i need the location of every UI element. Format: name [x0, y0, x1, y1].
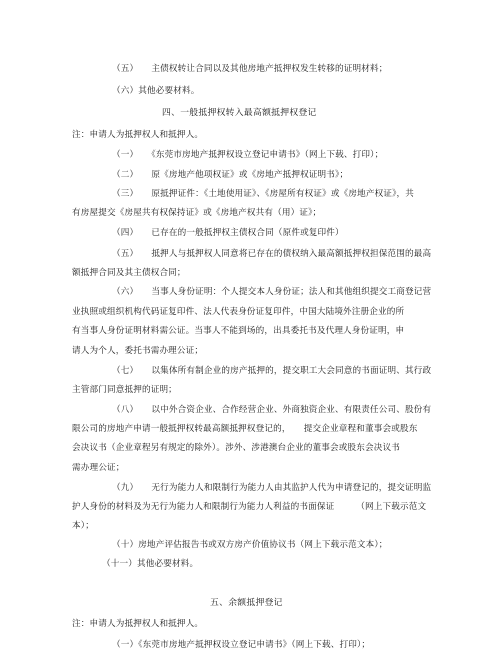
section-4-item-9-cont-1: 护人身份的材料及为无行为能力人和限制行为能力人利益的书面保证 （网上下载示范文 [72, 502, 427, 512]
section-4-item-10: （十）房地产评估报告书或双方房产价值协议书（网上下载示范文本）； [112, 540, 388, 550]
section-5-note: 注：申请人为抵押权人和抵押人。 [72, 619, 204, 629]
section-4-item-7: （七） 以集体所有制企业的房产抵押的，提交职工大会同意的书面证明、其行政 [112, 366, 432, 376]
section-4-item-3: （三） 原抵押证件：《土地使用证》、《房屋所有权证》或《房地产权证》，共 [112, 189, 415, 199]
section-5-heading: 五、余额抵押登记 [210, 598, 283, 608]
section-4-item-11: （十一）其他必要材料。 [102, 559, 199, 569]
section-4-item-5-cont: 额抵押合同及其主债权合同； [72, 268, 186, 278]
section-4-item-8: （八） 以中外合资企业、合作经营企业、外商独资企业、有限责任公司、股份有 [112, 405, 432, 415]
section-4-item-1: （一） 《东莞市房地产抵押权设立登记申请书》（网上下载、打印）； [112, 150, 384, 160]
section-5-item-1: （一）《东莞市房地产抵押权设立登记申请书》（网上下载、打印）； [112, 640, 371, 650]
section-4-item-8-cont-2: 会决议书（企业章程另有规定的除外）。涉外、涉港澳台企业的董事会或股东会决议书 [72, 443, 400, 453]
section-4-item-3-cont: 有房屋提交《房屋共有权保持证》或《房地产权共有（用）证》； [72, 208, 322, 218]
section-4-item-6-cont-1: 业执照或组织机构代码证复印件、法人代表身份证复印件，中国大陆境外注册企业的所 [72, 307, 405, 317]
section-4-item-7-cont: 主管部门同意抵押的证明； [72, 385, 177, 395]
section-4-item-8-cont-3: 需办理公证； [72, 463, 125, 473]
section-4-item-9-cont-2: 本）； [72, 521, 94, 531]
item-5-transfer-materials: （五） 主债权转让合同以及其他房地产抵押权发生转移的证明材料； [112, 64, 388, 74]
section-4-item-2: （二） 原《房地产他项权证》或《房地产抵押权证明书》； [112, 170, 349, 180]
section-4-item-4: （四） 已存在的一般抵押权主债权合同（原件或复印件） [112, 228, 344, 238]
section-4-item-8-cont-1: 限公司的房地产申请一般抵押权转最高额抵押权登记的， 提交企业章程和董事会或股东 [72, 424, 418, 434]
section-4-note: 注：申请人为抵押权人和抵押人。 [72, 130, 204, 140]
section-4-item-9: （九） 无行为能力人和限制行为能力人由其监护人代为申请登记的，提交证明监 [112, 483, 432, 493]
item-6-other-materials: （六）其他必要材料。 [112, 86, 200, 96]
section-4-item-6: （六） 当事人身份证明：个人提交本人身份证；法人和其他组织提交工商登记营 [112, 287, 432, 297]
section-4-item-6-cont-2: 有当事人身份证明材料需公证。当事人不能到场的，出具委托书及代理人身份证明，申 [72, 326, 405, 336]
section-4-item-6-cont-3: 请人为个人，委托书需办理公证； [72, 346, 204, 356]
section-4-item-5: （五） 抵押人与抵押权人同意将已存在的债权纳入最高额抵押权担保范围的最高 [112, 249, 432, 259]
section-4-heading: 四、一般抵押权转入最高额抵押权登记 [162, 108, 317, 118]
